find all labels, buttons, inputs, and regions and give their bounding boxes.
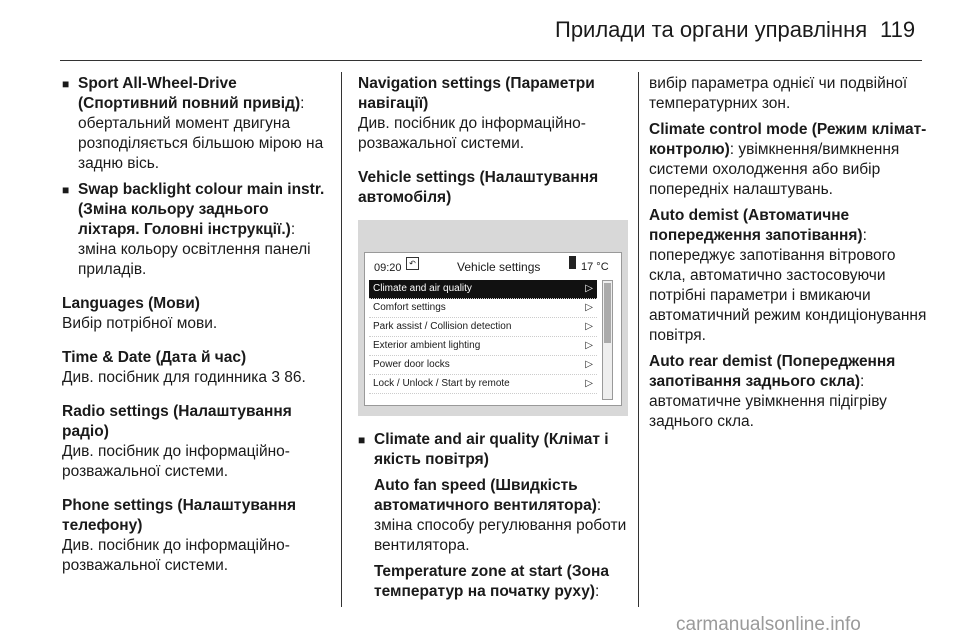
phone-settings-title: Phone settings (Налаштування телефону)	[62, 497, 297, 534]
temp-zone-continued-text: вибір параметра однієї чи подвійної температурних зон.	[649, 75, 908, 112]
swap-backlight-text: зміна кольору освітлення панелі приладів.	[78, 241, 311, 278]
column-1	[62, 74, 334, 576]
screen-scrollbar[interactable]	[602, 280, 613, 400]
chevron-right-icon: ▷	[585, 302, 593, 313]
climate-mode-paragraph: Climate control mode (Режим клімат-контролю): увімкнення/вимкнення системи охолодження або вибір попередніх налаштувань.	[649, 121, 927, 198]
menu-item-label: Comfort settings	[373, 302, 446, 313]
auto-demist-title: Auto demist (Автоматичне попередження запотівання)	[649, 207, 863, 244]
column-2	[358, 74, 630, 602]
fan-speed-text: зміна способу регулювання роботи вентилятора.	[374, 517, 627, 554]
vehicle-settings-title: Vehicle settings (Налаштування автомобіля)	[358, 169, 599, 206]
sport-awd-text: обертальний момент двигуна розподіляється більшою мірою на задню вісь.	[78, 115, 324, 172]
page-number: 119	[880, 17, 916, 42]
climate-mode-text: увімкнення/вимкнення системи охолодження або вибір попередніх налаштувань.	[649, 141, 900, 198]
temp-zone-title: Temperature zone at start (Зона температур на початку руху)	[374, 563, 609, 600]
chevron-right-icon: ▷	[585, 378, 593, 389]
time-date-text: Див. посібник для годинника	[62, 369, 267, 386]
climate-air-quality-title: ■ Climate and air quality (Клімат і якість повітря)	[358, 430, 630, 470]
chevron-right-icon: ▷	[585, 340, 593, 351]
screen-time: 09:20	[374, 262, 402, 274]
time-date-title: Time & Date (Дата й час)	[62, 349, 247, 366]
languages-title: Languages (Мови)	[62, 295, 200, 312]
screen-menu-list	[369, 280, 597, 394]
sport-awd-title: Sport All-Wheel-Drive (Спортивний повний привід)	[78, 75, 301, 112]
menu-item-label: Power door locks	[373, 359, 450, 370]
auto-demist-text: попереджує запотівання вітрового скла, автоматично застосовуючи потрібні параметри і вмикаючи автоматичний режим кондиціонування повітря.	[649, 247, 927, 344]
menu-item-climate[interactable]	[369, 280, 597, 299]
radio-settings-text: Див. посібник до інформаційно-розважальної системи.	[62, 443, 290, 480]
page-header-title: Прилади та органи управління	[555, 17, 868, 42]
column-divider-2	[638, 72, 639, 607]
rear-demist-paragraph: Auto rear demist (Попередження запотівання заднього скла): автоматичне увімкнення підігріву заднього скла.	[649, 353, 896, 430]
back-icon[interactable]: ↶	[406, 257, 419, 270]
screen-temperature: 17 °C	[581, 261, 609, 273]
watermark: carmanualsonline.info	[676, 614, 861, 635]
swap-backlight-title: Swap backlight colour main instr. (Зміна кольору заднього ліхтаря. Головні інструкції.)	[78, 181, 325, 238]
languages-text: Вибір потрібної мови.	[62, 315, 218, 332]
header-rule	[60, 60, 922, 61]
bullet-sport-awd: ■ Sport All-Wheel-Drive (Спортивний повний привід): обертальний момент двигуна розподіляється більшою мірою на задню вісь.	[62, 74, 334, 174]
radio-settings-title: Radio settings (Налаштування радіо)	[62, 403, 292, 440]
menu-item-label: Exterior ambient lighting	[373, 340, 481, 351]
screen-title: Vehicle settings	[457, 260, 541, 274]
time-date-paragraph	[62, 368, 334, 388]
column-3	[649, 74, 929, 432]
scrollbar-thumb[interactable]	[604, 283, 611, 343]
menu-item-label: Park assist / Collision detection	[373, 321, 512, 332]
rear-demist-title: Auto rear demist (Попередження запотівання заднього скла)	[649, 353, 896, 390]
menu-item-lock-unlock[interactable]	[369, 375, 597, 394]
screen-top-bar	[365, 253, 621, 275]
menu-item-comfort[interactable]	[369, 299, 597, 318]
navigation-settings-text: Див. посібник до інформаційно-розважальної системи.	[358, 115, 586, 152]
menu-item-label: Lock / Unlock / Start by remote	[373, 378, 510, 389]
display-screen	[364, 252, 622, 406]
menu-item-power-door-locks[interactable]	[369, 356, 597, 375]
chevron-right-icon: ▷	[585, 283, 593, 294]
menu-item-label: Climate and air quality	[373, 283, 472, 294]
page-ref-arrow-icon: 3	[271, 369, 280, 386]
temp-zone-paragraph: Temperature zone at start (Зона температур на початку руху):	[374, 563, 609, 600]
fan-speed-title: Auto fan speed (Швидкість автоматичного вентилятора)	[374, 477, 597, 514]
column-divider-1	[341, 72, 342, 607]
chevron-right-icon: ▷	[585, 359, 593, 370]
menu-item-park-assist[interactable]	[369, 318, 597, 337]
chevron-right-icon: ▷	[585, 321, 593, 332]
thermometer-icon	[569, 256, 576, 269]
time-date-ref[interactable]: 86.	[284, 369, 306, 386]
bullet-swap-backlight: ■ Swap backlight colour main instr. (Зміна кольору заднього ліхтаря. Головні інструкції.): зміна кольору освітлення панелі приладів.	[62, 180, 334, 280]
fan-speed-paragraph: Auto fan speed (Швидкість автоматичного вентилятора): зміна способу регулювання роботи вентилятора.	[374, 477, 627, 554]
climate-mode-title: Climate control mode (Режим клімат-контролю)	[649, 121, 927, 158]
rear-demist-text: автоматичне увімкнення підігріву заднього скла.	[649, 393, 887, 430]
menu-item-exterior-lighting[interactable]	[369, 337, 597, 356]
vehicle-settings-screenshot	[358, 220, 628, 416]
phone-settings-text: Див. посібник до інформаційно-розважальної системи.	[62, 537, 290, 574]
auto-demist-paragraph: Auto demist (Автоматичне попередження запотівання): попереджує запотівання вітрового скла, автоматично застосовуючи потрібні параметри і вмикаючи автоматичний режим кондиціонування повітря.	[649, 207, 927, 344]
navigation-settings-title: Navigation settings (Параметри навігації)	[358, 75, 595, 112]
